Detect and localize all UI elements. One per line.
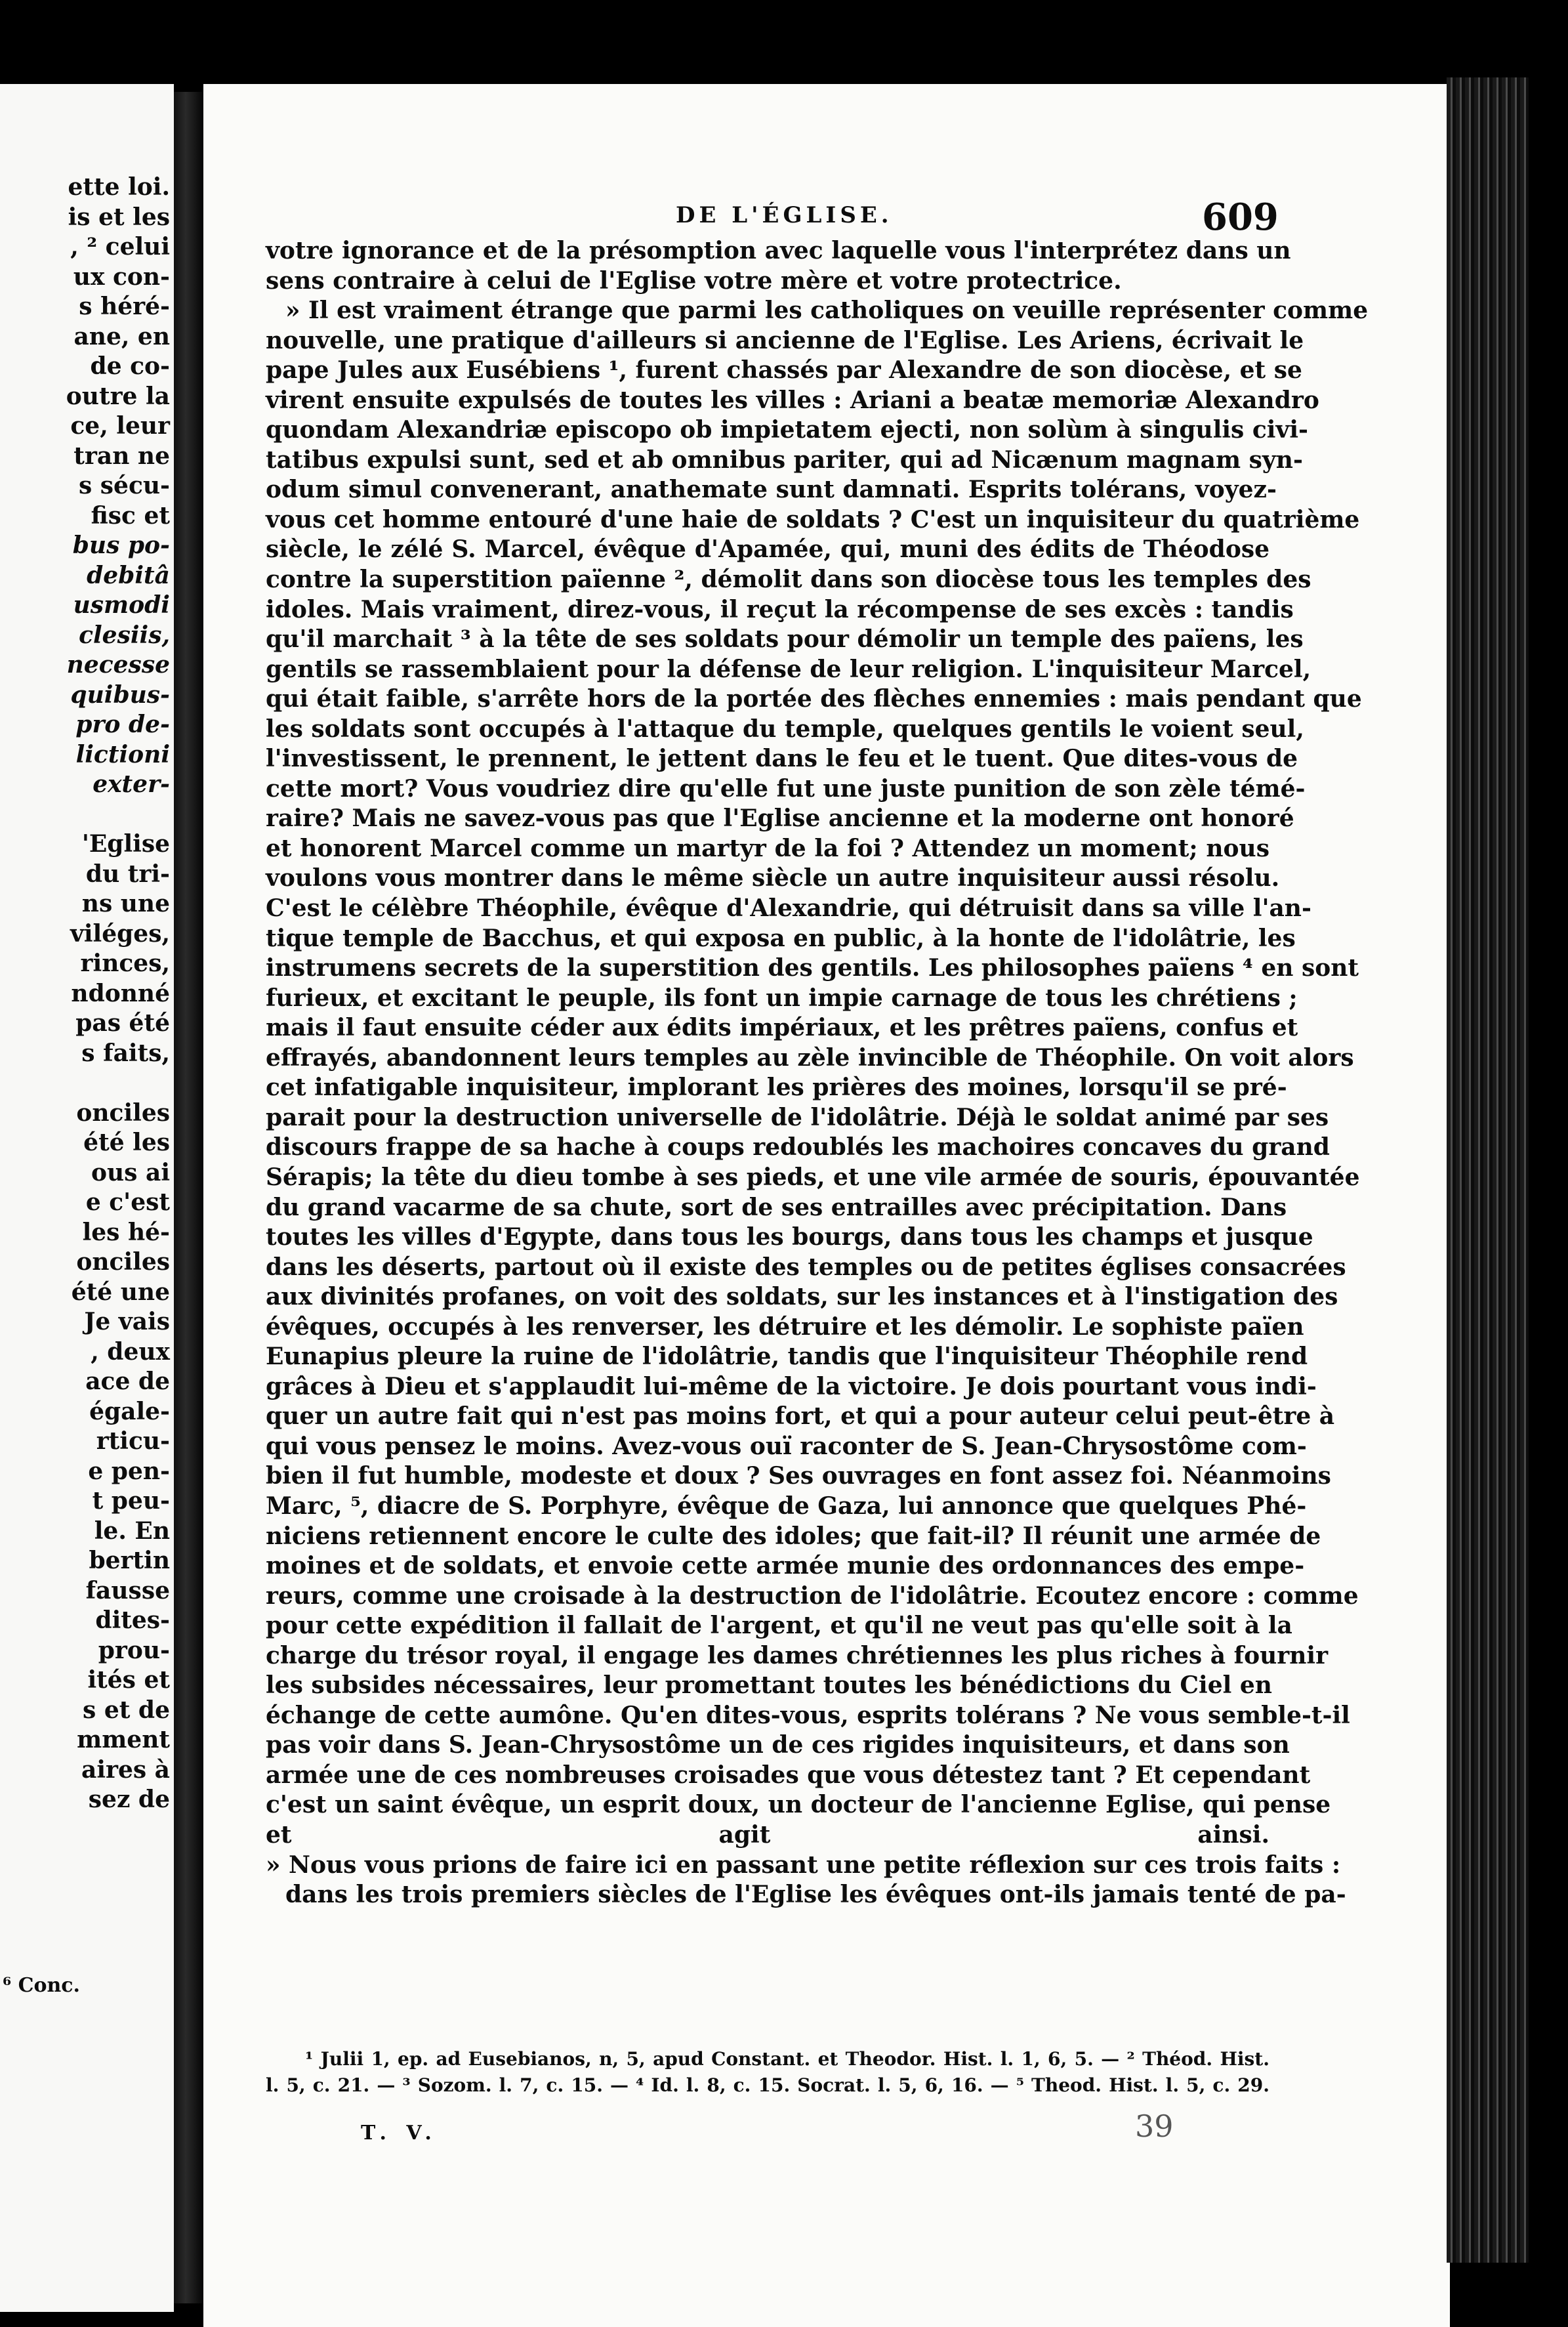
text-line: votre ignorance et de la présomption avec laquelle vous l'interprétez dans un xyxy=(266,237,1291,264)
left-page-line: 'Eglise xyxy=(81,830,170,858)
text-line: C'est le célèbre Théophile, évêque d'Alexandrie, qui détruisit dans sa ville l'an- xyxy=(266,894,1311,923)
text-line: qui était faible, s'arrête hors de la portée des flèches ennemies : mais pendant que xyxy=(266,685,1362,713)
signature-number: 39 xyxy=(1135,2108,1174,2144)
page-edges xyxy=(1447,77,1529,2263)
text-line: toutes les villes d'Egypte, dans tous les bourgs, dans tous les champs et jusque xyxy=(266,1223,1313,1251)
footnote-line: l. 5, c. 21. — ³ Sozom. l. 7, c. 15. — ⁴ Id. l. 8, c. 15. Socrat. l. 5, 6, 16. — ⁵ Theod. Hist. l. 5, c. 29. xyxy=(266,2074,1269,2096)
running-head: DE L'ÉGLISE. xyxy=(676,202,893,228)
left-page-line: usmodi xyxy=(73,591,170,619)
left-page-line: pro de- xyxy=(75,711,170,738)
text-line: voulons vous montrer dans le même siècle un autre inquisiteur aussi résolu. xyxy=(266,864,1280,892)
text-line: pape Jules aux Eusébiens ¹, furent chassés par Alexandre de son diocèse, et se xyxy=(266,356,1302,385)
text-line: cet infatigable inquisiteur, implorant les prières des moines, lorsqu'il se pré- xyxy=(266,1074,1287,1102)
footnotes xyxy=(266,2046,1269,2099)
text-line: quondam Alexandriæ episcopo ob impietatem ejecti, non solùm à singulis civi- xyxy=(266,416,1308,444)
left-page-line: rticu- xyxy=(96,1427,170,1455)
left-page-line: e pen- xyxy=(88,1457,170,1485)
left-page-line: ndonné xyxy=(71,979,170,1007)
text-line: et agit ainsi. xyxy=(266,1820,1269,1849)
left-page-line: sez de xyxy=(88,1786,170,1813)
left-page-line: mment xyxy=(77,1726,170,1753)
text-line: et honorent Marcel comme un martyr de la foi ? Attendez un moment; nous xyxy=(266,834,1269,862)
left-page-line: s faits, xyxy=(81,1039,170,1067)
left-page-line: le. En xyxy=(94,1517,170,1545)
text-line: quer un autre fait qui n'est pas moins fort, et qui a pour auteur celui peut-être à xyxy=(266,1402,1335,1431)
left-page-line: ns une xyxy=(81,890,170,917)
text-line: » Il est vraiment étrange que parmi les catholiques on veuille représenter comme xyxy=(285,297,1369,325)
left-page-line: clesiis, xyxy=(79,621,170,649)
text-line: échange de cette aumône. Qu'en dites-vous, esprits tolérans ? Ne vous semble-t-il xyxy=(266,1701,1350,1729)
book-gutter xyxy=(174,92,203,2303)
text-line: effrayés, abandonnent leurs temples au zèle invincible de Théophile. On voit alors xyxy=(266,1043,1354,1072)
text-line: les soldats sont occupés à l'attaque du temple, quelques gentils le voient seul, xyxy=(266,715,1304,743)
footnote-line: ¹ Julii 1, ep. ad Eusebianos, n, 5, apud Constant. et Theodor. Hist. l. 1, 6, 5. — ² Théod. Hist. xyxy=(305,2048,1269,2070)
left-page-line: e c'est xyxy=(85,1188,170,1216)
text-line: Eunapius pleure la ruine de l'idolâtrie, tandis que l'inquisiteur Théophile rend xyxy=(266,1343,1308,1371)
text-line: mais il faut ensuite céder aux édits impériaux, et les prêtres païens, confus et xyxy=(266,1014,1298,1042)
left-page-line: bus po- xyxy=(72,532,170,559)
left-page-line: lictioni xyxy=(75,740,170,768)
left-page-line: fausse xyxy=(85,1576,170,1604)
text-line: aux divinités profanes, on voit des soldats, sur les instances et à l'instigation des xyxy=(266,1283,1338,1311)
book-page xyxy=(203,84,1450,2327)
left-page-line: t peu- xyxy=(92,1487,170,1515)
left-page-line: ités et xyxy=(87,1666,170,1694)
left-page-footnote: ⁶ Conc. xyxy=(3,1974,80,1997)
text-line: moines et de soldats, et envoie cette armée munie des ordonnances des empe- xyxy=(266,1552,1305,1580)
text-line: Sérapis; la tête du dieu tombe à ses pieds, et une vile armée de souris, épouvantée xyxy=(266,1163,1360,1191)
left-page-line: debitâ xyxy=(87,561,170,589)
text-line: reurs, comme une croisade à la destruction de l'idolâtrie. Ecoutez encore : comme xyxy=(266,1582,1359,1610)
left-page-line: exter- xyxy=(93,770,170,798)
text-line: qui vous pensez le moins. Avez-vous ouï raconter de S. Jean-Chrysostôme com- xyxy=(266,1432,1307,1460)
left-page-line: necesse xyxy=(66,651,170,679)
volume-signature: T. V. xyxy=(361,2122,438,2145)
left-page-line: été une xyxy=(71,1278,170,1306)
text-line: idoles. Mais vraiment, direz-vous, il reçut la récompense de ses excès : tandis xyxy=(266,595,1294,623)
left-page-line: ux con- xyxy=(73,262,170,291)
left-page-line: prou- xyxy=(98,1636,170,1664)
text-line: sens contraire à celui de l'Eglise votre mère et votre protectrice. xyxy=(266,266,1122,295)
text-line: tatibus expulsi sunt, sed et ab omnibus pariter, qui ad Nicænum magnam syn- xyxy=(266,446,1303,474)
text-line: instrumens secrets de la superstition des gentils. Les philosophes païens ⁴ en sont xyxy=(266,954,1359,982)
text-line: évêques, occupés à les renverser, les détruire et les démolir. Le sophiste païen xyxy=(266,1312,1304,1341)
text-line: c'est un saint évêque, un esprit doux, un docteur de l'ancienne Eglise, qui pense xyxy=(266,1791,1331,1819)
left-page-line: aires à xyxy=(81,1755,170,1784)
left-page-line: s sécu- xyxy=(78,472,170,499)
left-page-line: , ² celui xyxy=(70,233,170,261)
text-line: discours frappe de sa hache à coups redoublés les machoires concaves du grand xyxy=(266,1133,1330,1162)
text-line: les subsides nécessaires, leur promettant toutes les bénédictions du Ciel en xyxy=(266,1671,1272,1700)
text-line: grâces à Dieu et s'applaudit lui-même de la victoire. Je dois pourtant vous indi- xyxy=(266,1372,1317,1400)
text-line: pas voir dans S. Jean-Chrysostôme un de ces rigides inquisiteurs, et dans son xyxy=(266,1731,1290,1759)
left-page-line: ane, en xyxy=(73,322,170,350)
text-line: charge du trésor royal, il engage les dames chrétiennes les plus riches à fournir xyxy=(266,1641,1329,1669)
text-line: dans les trois premiers siècles de l'Eglise les évêques ont-ils jamais tenté de pa- xyxy=(285,1881,1346,1909)
left-page-line: rinces, xyxy=(80,950,170,977)
text-line: du grand vacarme de sa chute, sort de ses entrailles avec précipitation. Dans xyxy=(266,1193,1287,1221)
left-page-line: égale- xyxy=(89,1397,170,1425)
text-line: pour cette expédition il fallait de l'argent, et qu'il ne veut pas qu'elle soit à la xyxy=(266,1612,1292,1640)
left-page-line: onciles xyxy=(76,1248,170,1276)
text-line: niciens retiennent encore le culte des idoles; que fait-il? Il réunit une armée de xyxy=(266,1522,1321,1550)
left-page-line: ous ai xyxy=(91,1158,170,1186)
text-line: armée une de ces nombreuses croisades que vous détestez tant ? Et cependant xyxy=(266,1761,1311,1789)
left-page-line: du tri- xyxy=(85,860,170,888)
text-line: Marc, ⁵, diacre de S. Porphyre, évêque de Gaza, lui annonce que quelques Phé- xyxy=(266,1492,1307,1520)
body-text xyxy=(266,236,1369,1910)
left-page-line: quibus- xyxy=(70,681,170,709)
left-page-line: , deux xyxy=(91,1337,170,1366)
left-page-line: Je vais xyxy=(84,1308,170,1335)
text-line: bien il fut humble, modeste et doux ? Ses ouvrages en font assez foi. Néanmoins xyxy=(266,1462,1331,1490)
left-page-line: bertin xyxy=(89,1547,170,1574)
left-page-line: les hé- xyxy=(82,1218,170,1246)
text-line: siècle, le zélé S. Marcel, évêque d'Apamée, qui, muni des édits de Théodose xyxy=(266,535,1269,564)
page-number: 609 xyxy=(1202,196,1279,239)
text-line: tique temple de Bacchus, et qui exposa en public, à la honte de l'idolâtrie, les xyxy=(266,924,1296,952)
left-page-line: ette loi. xyxy=(68,173,170,201)
left-page-line: onciles xyxy=(76,1099,170,1127)
left-page-line: is et les xyxy=(68,203,170,231)
left-page-line: viléges, xyxy=(70,919,170,948)
text-line: parait pour la destruction universelle de l'idolâtrie. Déjà le soldat animé par ses xyxy=(266,1103,1329,1131)
text-line: cette mort? Vous voudriez dire qu'elle fut une juste punition de son zèle témé- xyxy=(266,774,1306,803)
left-page-line: fisc et xyxy=(91,501,170,530)
left-page-line: dites- xyxy=(95,1606,170,1634)
text-line: qu'il marchait ³ à la tête de ses soldats pour démolir un temple des païens, les xyxy=(266,625,1304,654)
text-line: l'investissent, le prennent, le jettent dans le feu et le tuent. Que dites-vous de xyxy=(266,745,1298,773)
text-line: » Nous vous prions de faire ici en passant une petite réflexion sur ces trois faits : xyxy=(266,1851,1341,1879)
text-line: vous cet homme entouré d'une haie de soldats ? C'est un inquisiteur du quatrième xyxy=(266,505,1360,534)
text-line: nouvelle, une pratique d'ailleurs si ancienne de l'Eglise. Les Ariens, écrivait le xyxy=(266,326,1304,354)
left-page-line: de co- xyxy=(90,352,170,380)
text-line: virent ensuite expulsés de toutes les villes : Ariani a beatæ memoriæ Alexandro xyxy=(266,386,1319,414)
text-line: raire? Mais ne savez-vous pas que l'Eglise ancienne et la moderne ont honoré xyxy=(266,805,1294,833)
left-page-line: pas été xyxy=(75,1009,170,1037)
left-page-line: outre la xyxy=(66,382,170,410)
text-line: gentils se rassemblaient pour la défense de leur religion. L'inquisiteur Marcel, xyxy=(266,655,1311,683)
left-page-line: tran ne xyxy=(73,442,170,470)
left-page-line: été les xyxy=(83,1129,170,1156)
text-line: furieux, et excitant le peuple, ils font un impie carnage de tous les chrétiens ; xyxy=(266,984,1298,1012)
left-page-line: ace de xyxy=(85,1368,170,1395)
left-page-line: s et de xyxy=(83,1696,170,1724)
text-line: contre la superstition païenne ², démolit dans son diocèse tous les temples des xyxy=(266,566,1311,594)
left-page-line: ce, leur xyxy=(70,412,170,440)
left-facing-page xyxy=(0,84,174,2312)
left-page-line: s héré- xyxy=(79,293,170,320)
page-header xyxy=(203,196,1450,239)
text-line: dans les déserts, partout où il existe des temples ou de petites églises consacrées xyxy=(266,1253,1346,1281)
text-line: odum simul convenerant, anathemate sunt damnati. Esprits tolérans, voyez- xyxy=(266,476,1277,504)
